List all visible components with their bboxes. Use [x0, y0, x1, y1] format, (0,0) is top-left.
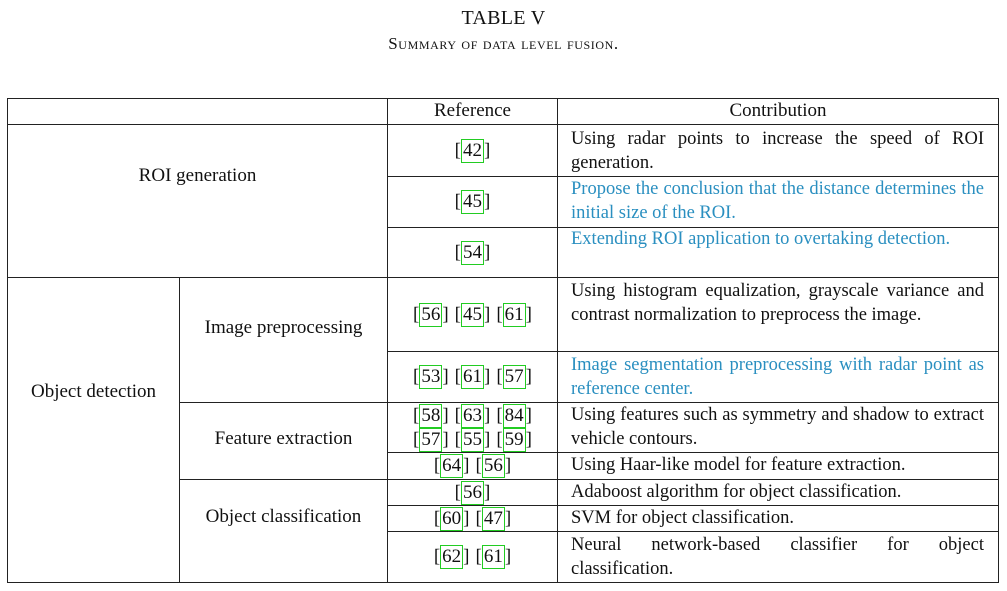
citation-number: 56: [483, 455, 503, 476]
reference-line: [455, 139, 491, 163]
citation-number: 58: [421, 404, 441, 426]
citation-number: 54: [463, 241, 482, 263]
citation-link[interactable]: [ 57 ]: [413, 428, 449, 450]
contribution-cell: Image segmentation preprocessing with radar point as reference center.: [571, 355, 984, 399]
citation-link[interactable]: [ 45 ]: [454, 191, 491, 212]
citation-number: 57: [504, 366, 524, 387]
citation-link[interactable]: [ 56 ]: [413, 303, 449, 325]
citation-number: 59: [504, 428, 524, 450]
citation-link[interactable]: [ 59 ]: [496, 428, 532, 450]
citation-link[interactable]: [ 54 ]: [454, 241, 491, 263]
citation-number: 62: [442, 546, 462, 567]
citation-link[interactable]: [ 62 ]: [433, 546, 470, 567]
reference-cell: [388, 506, 557, 531]
rule-contrib: [557, 98, 558, 582]
reference-line: [434, 507, 511, 531]
citation-link[interactable]: [ 47 ]: [475, 507, 512, 529]
table-caption-title: Summary of data level fusion.: [388, 34, 619, 53]
reference-cell: [388, 532, 557, 582]
citation-number: 61: [463, 366, 482, 387]
subgroup-object-classification: Object classification: [205, 506, 362, 527]
contribution-cell: Using histogram equalization, grayscale variance and contrast normalization to preprocess the image.: [571, 281, 984, 325]
reference-line: [413, 365, 532, 389]
reference-line: [434, 454, 511, 478]
header-reference: Reference: [434, 100, 511, 121]
group-roi-generation: ROI generation: [138, 165, 257, 186]
reference-cell: [388, 228, 557, 277]
citation-number: 64: [442, 455, 462, 476]
subgroup-image-preprocessing: Image preprocessing: [204, 317, 363, 338]
citation-link[interactable]: [ 60 ]: [433, 507, 470, 529]
reference-line: [455, 241, 491, 265]
reference-cell: [388, 278, 557, 351]
reference-cell: [388, 125, 557, 176]
citation-number: 47: [483, 507, 503, 529]
contribution-cell: Using Haar-like model for feature extraction.: [571, 455, 906, 475]
citation-number: 56: [421, 303, 441, 325]
citation-link[interactable]: [ 45 ]: [454, 303, 491, 325]
reference-cell: [388, 453, 557, 479]
contribution-cell: Using features such as symmetry and shadow to extract vehicle contours.: [571, 405, 984, 449]
group-object-detection: Object detection: [30, 381, 157, 402]
header-contribution: Contribution: [729, 100, 827, 121]
citation-link[interactable]: [ 63 ]: [454, 404, 491, 426]
reference-line: [413, 303, 532, 327]
citation-link[interactable]: [ 64 ]: [433, 455, 470, 476]
citation-number: 53: [421, 366, 441, 387]
citation-link[interactable]: [ 56 ]: [454, 481, 491, 503]
citation-link[interactable]: [ 58 ]: [413, 404, 449, 426]
subgroup-feature-extraction: Feature extraction: [214, 428, 353, 449]
contribution-cell: Adaboost algorithm for object classification.: [571, 482, 902, 502]
citation-link[interactable]: [ 53 ]: [413, 366, 449, 387]
reference-line: [413, 404, 532, 428]
citation-link[interactable]: [ 56 ]: [475, 455, 512, 476]
rule-right: [998, 98, 999, 582]
contribution-cell: Using radar points to increase the speed of ROI generation.: [571, 129, 984, 173]
rule-bottom: [7, 582, 999, 583]
reference-line: [413, 428, 532, 452]
reference-line: [455, 481, 491, 505]
citation-link[interactable]: [ 57 ]: [496, 366, 532, 387]
contribution-cell: Neural network-based classifier for object classification.: [571, 535, 984, 579]
citation-link[interactable]: [ 42 ]: [454, 139, 491, 161]
contribution-cell: Extending ROI application to overtaking detection.: [571, 229, 951, 249]
reference-line: [434, 545, 511, 569]
citation-number: 63: [463, 404, 482, 426]
citation-link[interactable]: [ 61 ]: [454, 366, 491, 387]
citation-number: 45: [463, 303, 482, 325]
citation-number: 61: [483, 546, 503, 567]
citation-number: 57: [421, 428, 441, 450]
contribution-cell: SVM for object classification.: [571, 508, 794, 528]
reference-cell: [388, 480, 557, 505]
reference-cell: [388, 352, 557, 402]
citation-link[interactable]: [ 55 ]: [454, 428, 491, 450]
contribution-cell: Propose the conclusion that the distance determines the initial size of the ROI.: [571, 179, 984, 223]
citation-link[interactable]: [ 84 ]: [496, 404, 532, 426]
citation-number: 84: [504, 404, 524, 426]
citation-number: 55: [463, 428, 482, 450]
reference-cell: [388, 403, 557, 452]
table-caption-label: TABLE V: [461, 7, 546, 29]
reference-line: [455, 190, 491, 214]
reference-cell: [388, 177, 557, 227]
citation-link[interactable]: [ 61 ]: [496, 303, 532, 325]
citation-link[interactable]: [ 61 ]: [475, 546, 512, 567]
citation-number: 60: [442, 507, 462, 529]
citation-number: 45: [463, 191, 482, 212]
citation-number: 61: [504, 303, 524, 325]
citation-number: 56: [463, 481, 482, 503]
citation-number: 42: [463, 139, 482, 161]
